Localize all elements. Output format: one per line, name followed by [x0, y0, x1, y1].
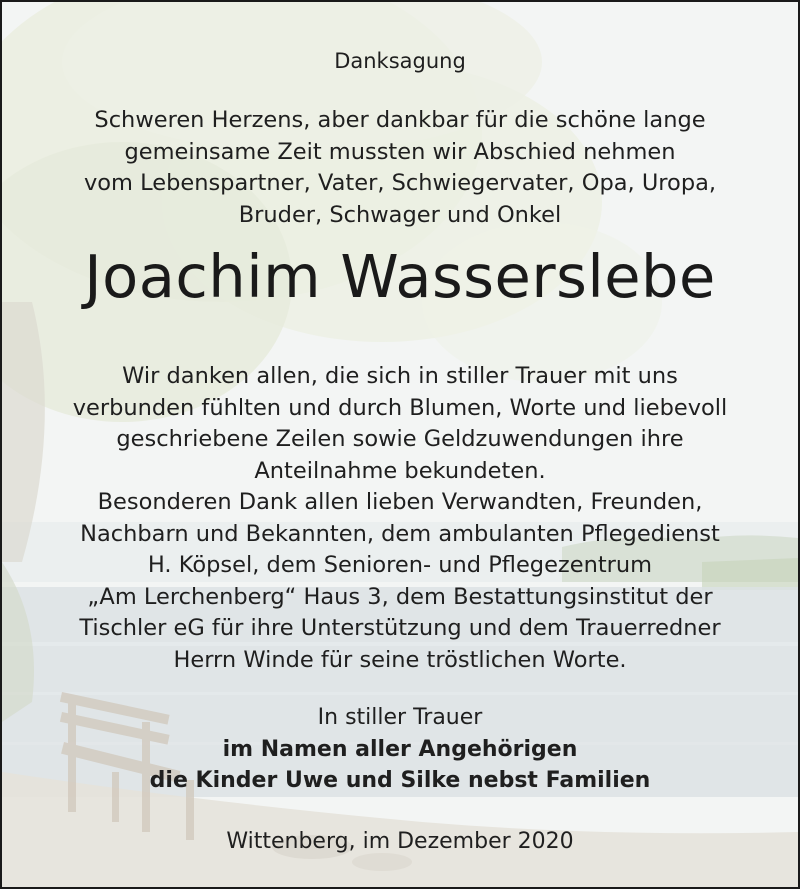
thanks-line: Besonderen Dank allen lieben Verwandten, Freunden, — [97, 489, 703, 515]
place-date: Wittenberg, im Dezember 2020 — [226, 829, 574, 854]
signature-block — [2, 702, 798, 797]
thanks-line: Herrn Winde für seine tröstlichen Worte. — [173, 646, 627, 673]
obituary-text — [2, 2, 798, 887]
thanks-line: Nachbarn und Bekannten, dem ambulanten Pflegedienst — [80, 520, 720, 547]
intro-paragraph — [2, 105, 798, 231]
intro-line: gemeinsame Zeit mussten wir Abschied nehmen — [124, 138, 676, 165]
intro-line: Bruder, Schwager und Onkel — [238, 201, 562, 228]
thanks-line: Anteilnahme bekundeten. — [254, 457, 546, 484]
thanks-line: H. Köpsel, dem Senioren- und Pflegezentrum — [147, 552, 653, 578]
intro-line: Schweren Herzens, aber dankbar für die schöne lange — [94, 107, 706, 133]
heading: Danksagung — [334, 49, 466, 73]
signature-line-2: die Kinder Uwe und Silke nebst Familien — [149, 768, 651, 793]
thanks-line: geschriebene Zeilen sowie Geldzuwendungen ihre — [116, 426, 684, 452]
thanks-line: Tischler eG für ihre Unterstützung und dem Trauerredner — [79, 615, 721, 641]
thanks-paragraph — [2, 361, 798, 676]
intro-line: vom Lebenspartner, Vater, Schwiegervater, Opa, Uropa, — [83, 170, 717, 196]
thanks-line: Wir danken allen, die sich in stiller Trauer mit uns — [122, 363, 678, 389]
deceased-name: Joachim Wasserslebe — [84, 242, 716, 311]
thanks-line: verbunden fühlten und durch Blumen, Worte und liebevoll — [72, 394, 728, 421]
signature-intro: In stiller Trauer — [317, 705, 483, 730]
signature-line-1: im Namen aller Angehörigen — [222, 736, 578, 762]
thanks-line: „Am Lerchenberg“ Haus 3, dem Bestattungsinstitut der — [87, 583, 713, 610]
